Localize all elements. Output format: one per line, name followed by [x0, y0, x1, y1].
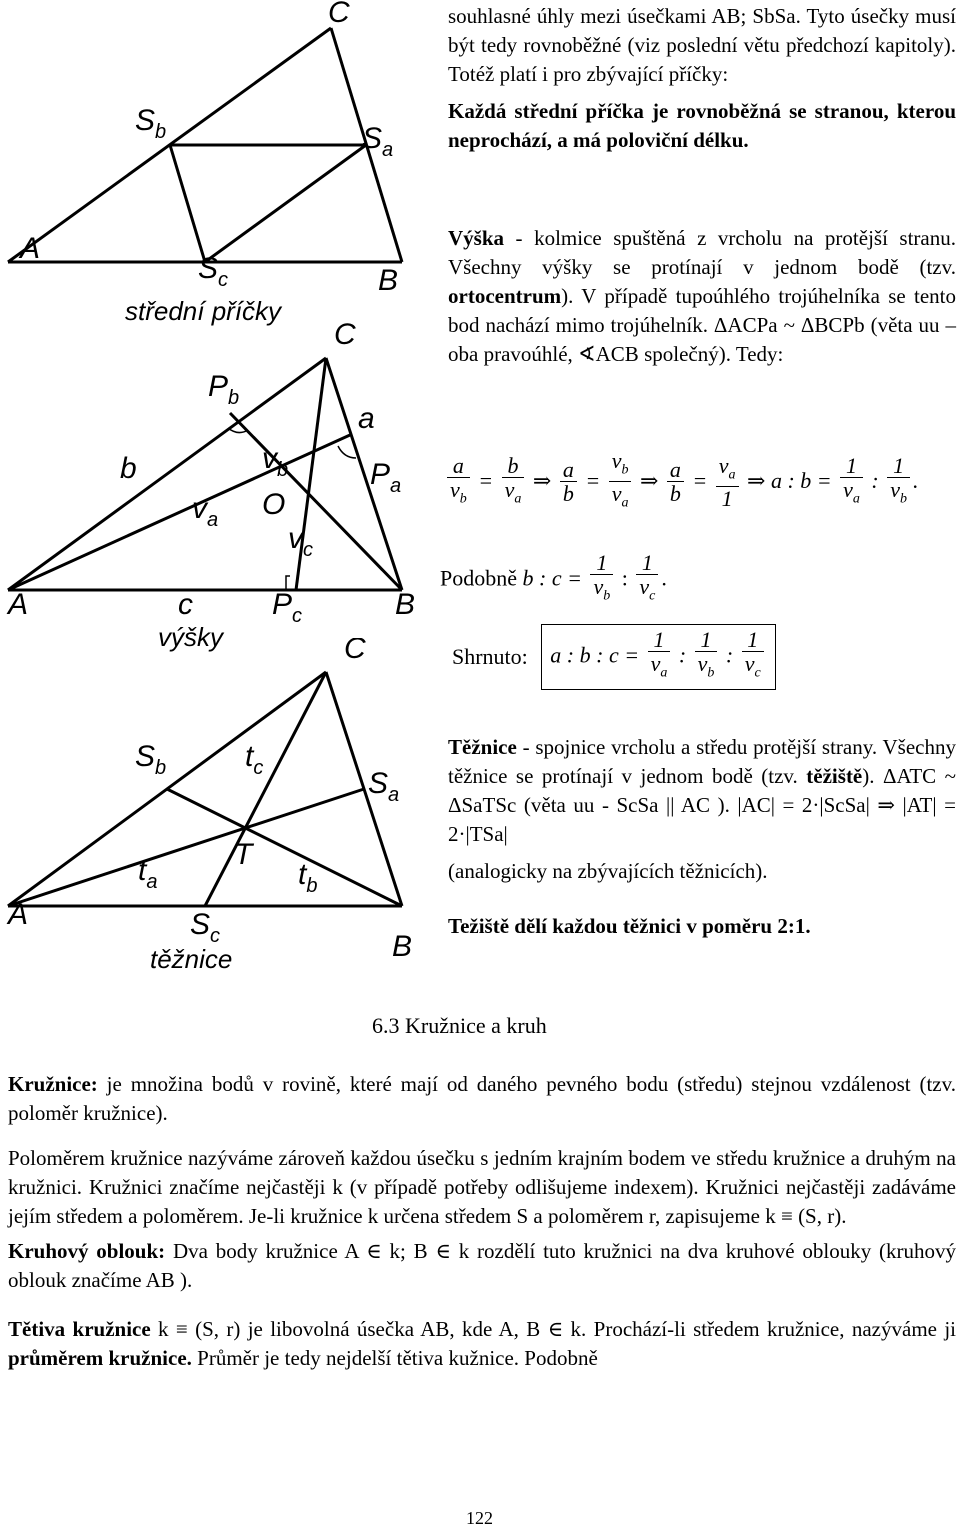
formula-similarly: Podobně b : c = $\frac{1}{v_b}$ : $\frac{1}{v_c}$ . — [440, 550, 667, 604]
label-c: c — [178, 588, 193, 621]
label-Sa: $S_a$ — [362, 122, 394, 161]
label-ta: $t_a$ — [138, 854, 158, 893]
paragraph-circle — [8, 1070, 956, 1373]
term-circle: Kružnice: — [8, 1072, 98, 1096]
arc-definition: Dva body kružnice A ∈ k; B ∈ k rozdělí tuto kružnici na dva kruhové oblouky (kruhový oblouk značíme AB ). — [8, 1239, 957, 1292]
term-chord: Tětiva kružnice — [8, 1317, 151, 1341]
label-B: B — [378, 264, 399, 297]
label-A: A — [8, 588, 29, 621]
circle-definition: je množina bodů v rovině, které mají od daného pevného bodu (středu) stejnou vzdálenost (tzv. poloměr kružnice). — [8, 1072, 956, 1125]
label-A: A — [20, 232, 41, 265]
figure-altitudes — [0, 318, 430, 658]
midlines-rule: Každá střední příčka je rovnoběžná se stranou, kterou neprochází, a má poloviční délku. — [448, 99, 956, 152]
label-vc: $v_c$ — [288, 522, 313, 561]
altitude-text: - kolmice spuštěná z vrcholu na protější stranu. Všechny výšky se protínají v jednom bodě (tzv. — [448, 226, 956, 279]
label-a: a — [358, 402, 375, 435]
summary-label: Shrnuto: — [452, 644, 528, 670]
label-va: $v_a$ — [192, 492, 219, 531]
label-C: C — [334, 318, 356, 351]
figure-medians — [0, 638, 430, 983]
caption-midlines: střední příčky — [125, 296, 282, 326]
summary-box: a : b : c = $\frac{1}{v_a}$ : $\frac{1}{v_b}$ : $\frac{1}{v_c}$ — [541, 624, 775, 690]
label-Sc: $S_c$ — [198, 252, 229, 291]
label-Pc: $P_c$ — [272, 588, 303, 627]
page-number: 122 — [466, 1508, 493, 1528]
median-text-3: (analogicky na zbývajících těžnicích). — [448, 859, 768, 883]
label-tb: $t_b$ — [298, 858, 318, 897]
label-O: O — [262, 488, 286, 521]
label-B: B — [395, 588, 416, 621]
label-A: A — [8, 898, 29, 931]
centroid-rule: Težiště dělí každou těžnici v poměru 2:1. — [448, 914, 811, 938]
altitude-text-2: ). V případě tupoúhlého trojúhelníka se tento bod nachází mimo trojúhelník. ΔACPa ~ ΔBCPb (věta uu – oba pravoúhlé, ∢ACB společný). Tedy: — [448, 284, 956, 366]
label-b: b — [120, 452, 137, 485]
paragraph-median — [448, 733, 956, 941]
label-vb: $v_b$ — [262, 442, 289, 481]
term-altitude: Výška — [448, 226, 505, 250]
term-arc: Kruhový oblouk: — [8, 1239, 166, 1263]
label-Sb: $S_b$ — [135, 740, 167, 779]
label-Pa: $P_a$ — [370, 458, 402, 497]
label-Sa: $S_a$ — [368, 767, 400, 806]
section-heading: 6.3 Kružnice a kruh — [372, 1013, 547, 1038]
term-centroid: těžiště — [806, 764, 863, 788]
radius-paragraph: Poloměrem kružnice nazýváme zároveň každou úsečku s jedním krajním bodem ve středu kružnice a druhým na kružnici. Kružnici značíme nejčastěji k (v případě potřeby odlišujeme indexem). Kružnici nejčastěji zadáváme jejím středem a poloměrem. Je-li kružnice k určena středem S a poloměrem r, zapisujeme k ≡ (S, r). — [8, 1146, 956, 1228]
label-Sc: $S_c$ — [190, 908, 221, 947]
term-median: Těžnice — [448, 735, 517, 759]
figure-midlines — [0, 0, 430, 330]
similarly-label: Podobně — [440, 565, 517, 591]
label-C: C — [328, 0, 350, 29]
term-diameter: průměrem kružnice. — [8, 1346, 192, 1370]
label-C: C — [344, 638, 366, 665]
median-text: - spojnice vrcholu a středu protější strany. Všechny těžnice se protínají v jednom bodě (tzv. — [448, 735, 956, 788]
median-text-2: ). ΔATC ~ ΔSaTSc (věta uu - ScSa || AC ). |AC| = 2·|ScSa| ⇒ |AT| = 2·|TSa| — [448, 764, 957, 846]
paragraph-altitude — [448, 224, 956, 369]
chord-definition-2: Průměr je tedy nejdelší tětiva kužnice. Podobně — [191, 1346, 598, 1370]
paragraph-midlines — [448, 2, 956, 155]
label-tc: $t_c$ — [245, 740, 264, 779]
chord-definition: k ≡ (S, r) je libovolná úsečka AB, kde A, B ∈ k. Prochází-li středem kružnice, nazýváme ji — [150, 1317, 956, 1341]
label-Sb: $S_b$ — [135, 104, 167, 143]
label-B: B — [392, 930, 413, 963]
formula-altitude-ratio: $\frac{a}{v_b}$ = $\frac{b}{v_a}$ ⇒ $\frac{a}{b}$ = $\frac{v_b}{v_a}$ ⇒ $\frac{a}{b}$ = $\frac{v_a}{1}$ ⇒ a : b = $\frac{1}{v_a}$ : $\frac{1}{v_b}$ . — [444, 450, 956, 516]
caption-medians: těžnice — [150, 944, 233, 974]
label-T: T — [234, 838, 253, 871]
caption-altitudes: výšky — [158, 622, 223, 652]
midlines-text: souhlasné úhly mezi úsečkami AB; SbSa. Tyto úsečky musí být tedy rovnoběžné (viz poslední větu předchozí kapitoly). Totéž platí i pro zbývající příčky: — [448, 4, 956, 86]
label-Pb: $P_b$ — [208, 370, 240, 409]
formula-summary — [452, 624, 776, 690]
term-orthocenter: ortocentrum — [448, 284, 562, 308]
